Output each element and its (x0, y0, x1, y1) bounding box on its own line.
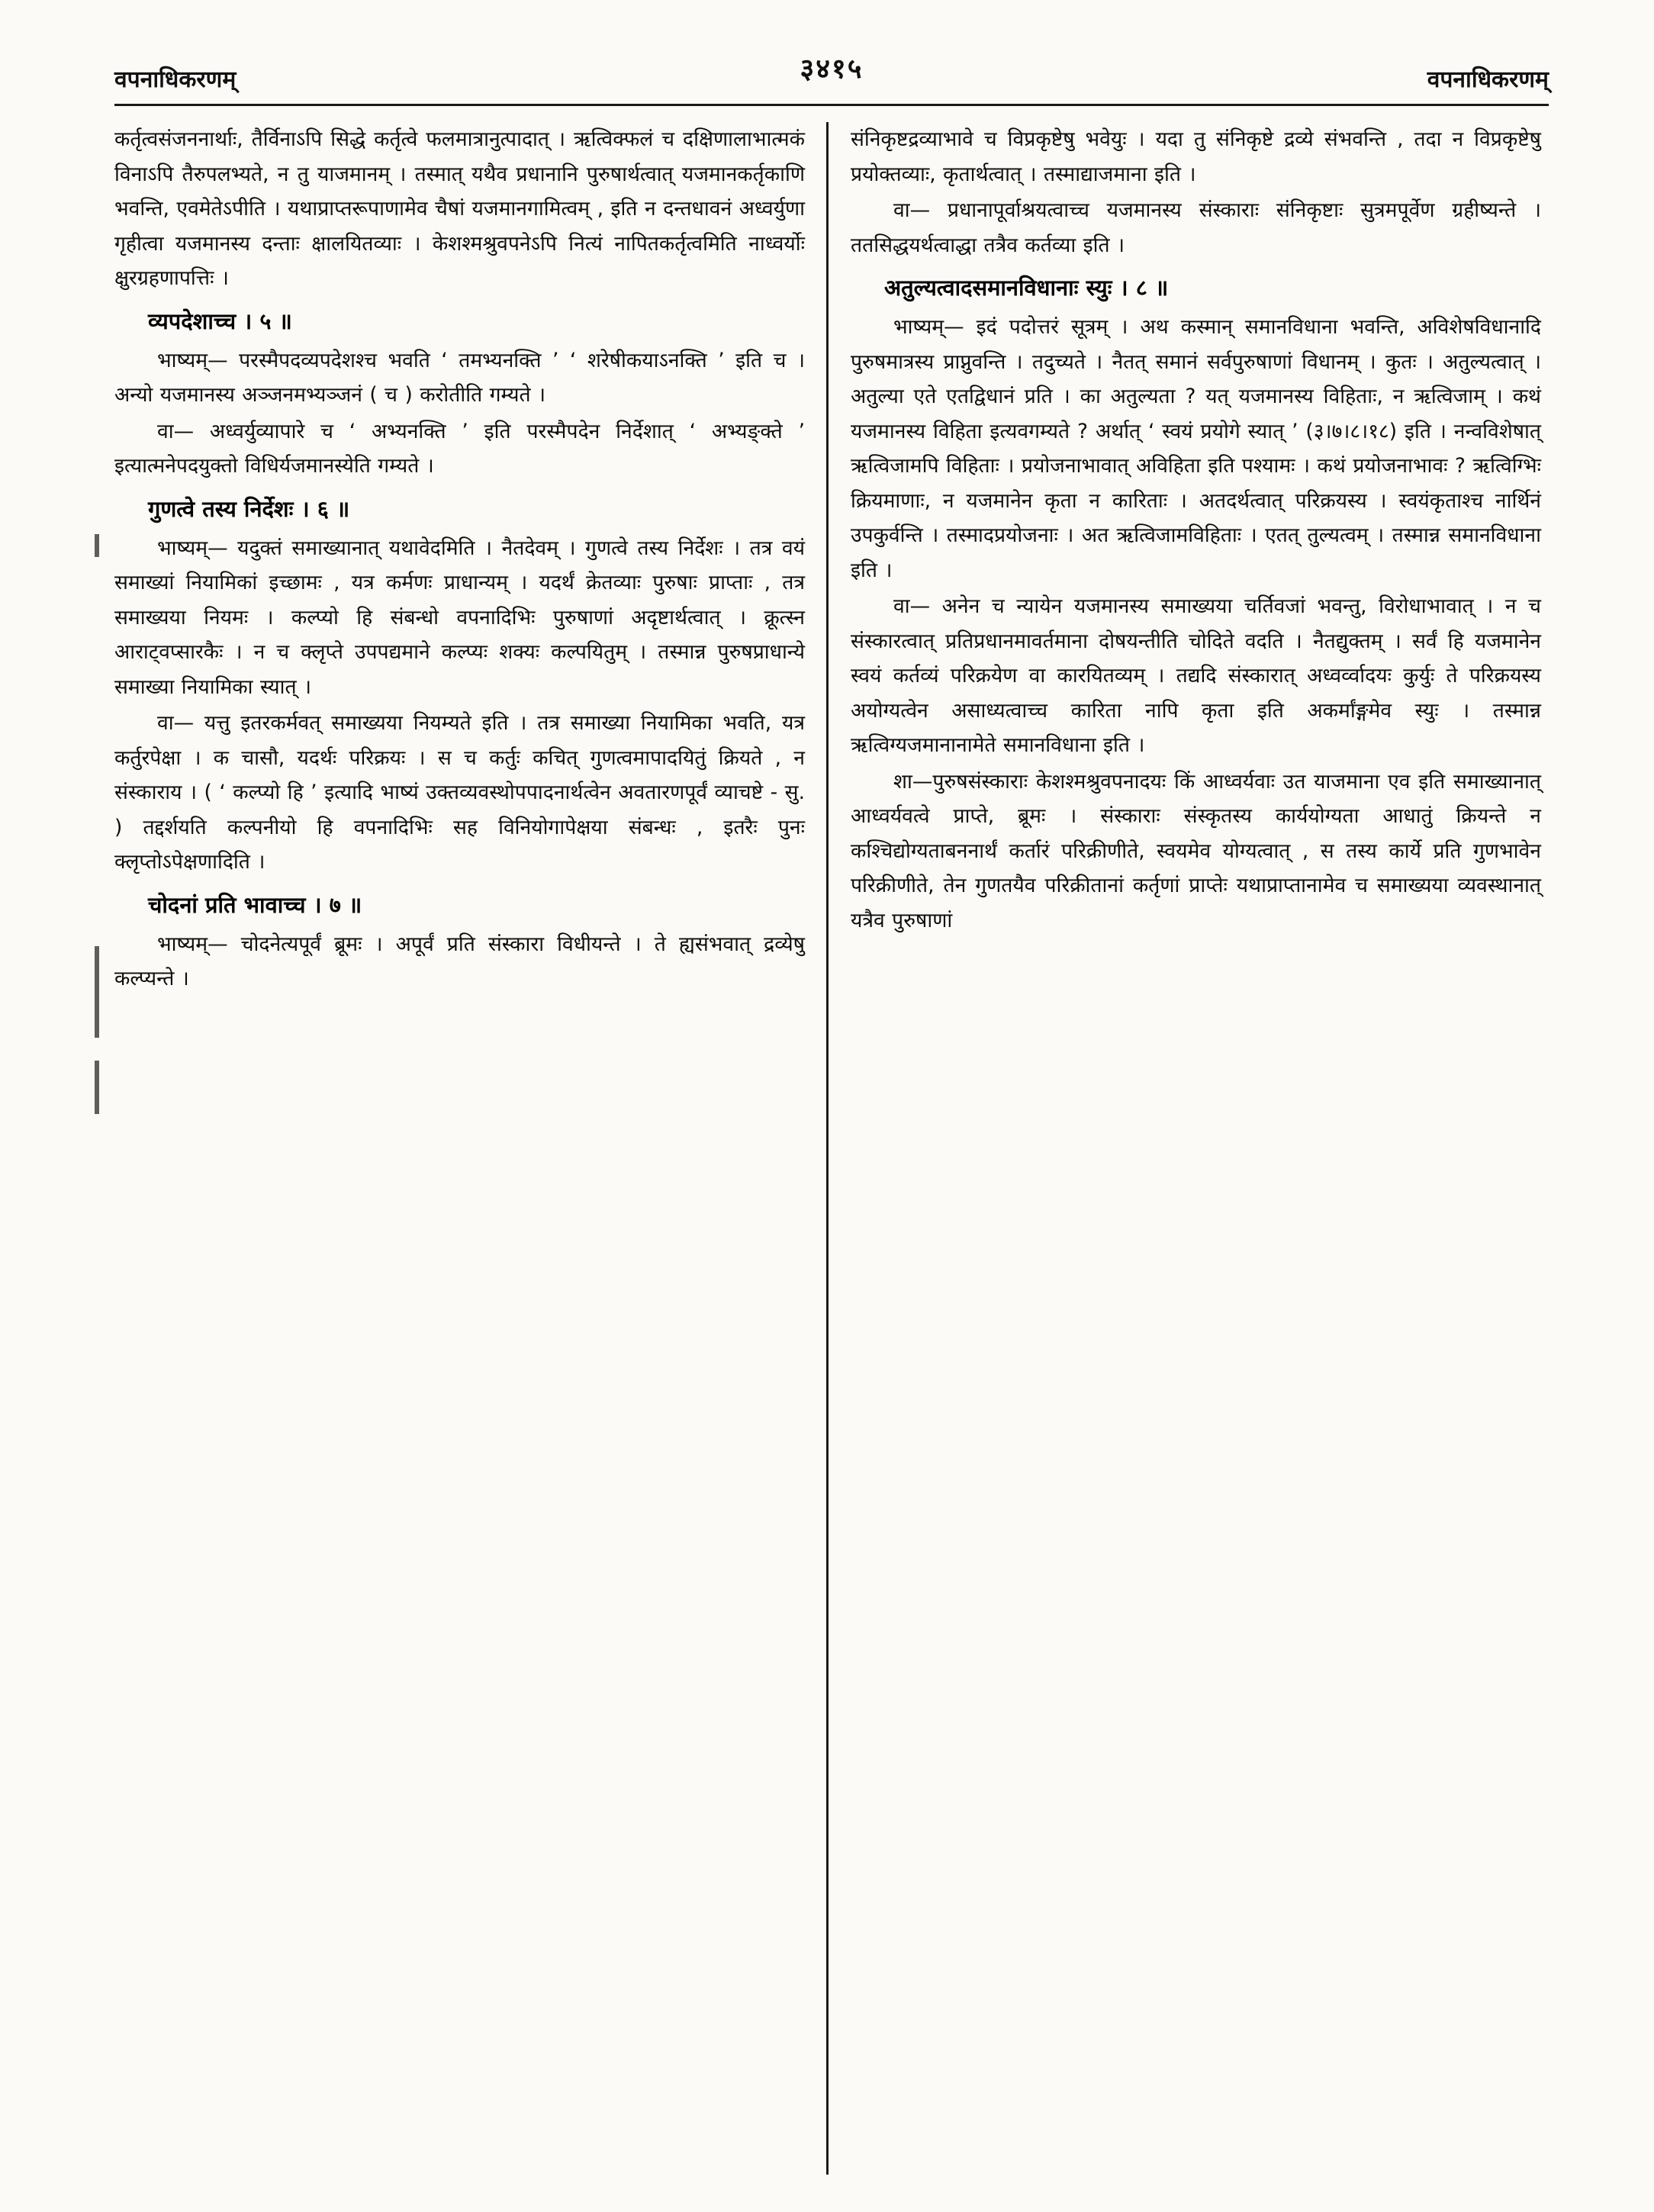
body-paragraph: भाष्यम्— यदुक्तं समाख्यानात् यथावेदमिति । नैतदेवम् । गुणत्वे तस्य निर्देशः । तत्र वयं समाख्यां नियामिकां इच्छामः , यत्र कर्मणः प्राधान्यम् । यदर्थं क्रेतव्याः पुरुषाः प्राप्ताः , तत्र समाख्यया नियमः । कल्प्यो हि संबन्धो वपनादिभिः पुरुषाणां अदृष्टार्थत्वात् । क्रूत्स्न आराट्वप्सारकैः । न च क्लृप्ते उपपद्यमाने कल्प्यः शक्यः कल्पयितुम् । तस्मान्न पुरुषप्राधान्ये समाख्या नियामिका स्यात् । (114, 536, 805, 699)
body-paragraph: भाष्यम्— चोदनेत्यपूर्वं ब्रूमः । अपूर्वं प्रति संस्कारा विधीयन्ते । ते ह्यसंभवात् द्रव्येषु कल्प्यन्ते । (114, 932, 805, 990)
margin-mark (95, 1061, 99, 1114)
running-head-right: वपनाधिकरणम् (1427, 66, 1549, 93)
body-paragraph: वा— यत्तु इतरकर्मवत् समाख्यया नियम्यते इति । तत्र समाख्या नियामिका भवति, यत्र कर्तुरपेक्षा । क चासौ, यदर्थः परिक्रयः । स च कर्तुः कचित् गुणत्वमापादयितुं क्रियते , न संस्काराय । ( ‘ कल्प्यो हि ’ इत्यादि भाष्यं उक्तव्यवस्थोपपादनार्थत्वेन अवतारणपूर्वं व्याचष्टे - सु. ) तद्दर्शयति कल्पनीयो हि वपनादिभिः सह विनियोगापेक्षया संबन्धः , इतरैः पुनः क्लृप्तोऽपेक्षणादिति । (114, 711, 805, 874)
body-paragraph: संनिकृष्टद्रव्याभावे च विप्रकृष्टेषु भवेयुः । यदा तु संनिकृष्टे द्रव्ये संभवन्ति , तदा न विप्रकृष्टेषु प्रयोक्तव्याः, कृतार्थत्वात् । तस्माद्याजमाना इति । (851, 127, 1541, 186)
body-paragraph: वा— अनेन च न्यायेन यजमानस्य समाख्यया चर्तिवजां भवन्तु, विरोधाभावात् । न च संस्कारत्वात् प्रतिप्रधानमावर्तमाना दोषयन्तीति चोदिते वदति । नैतद्युक्तम् । सर्वं हि यजमानेन स्वयं कर्तव्यं परिक्रयेण वा कारयितव्यम् । तद्यदि संस्कारात् अध्वर्व्वादयः कुर्युः ते परिक्रयस्य अयोग्यत्वेन असाध्यत्वाच्च कारिता नापि कृता इति अकर्मांङ्गमेव स्युः । तस्मान्न ऋत्विग्यजमानानामेते समानविधाना इति । (851, 594, 1541, 757)
sutra-line: गुणत्वे तस्य निर्देशः । ६ ॥ (148, 495, 350, 522)
right-column (826, 122, 1541, 2175)
body-paragraph: वा— अध्वर्युव्यापारे च ‘ अभ्यनक्ति ’ इति परस्मैपदेन निर्देशात् ‘ अभ्यङ्क्ते ’ इत्यात्मनेपदयुक्तो विधिर्यजमानस्येति गम्यते । (114, 419, 805, 478)
body-paragraph: भाष्यम्— इदं पदोत्तरं सूत्रम् । अथ कस्मान् समानविधाना भवन्ति, अविशेषविधानादि पुरुषमात्रस्य प्राप्नुवन्ति । तदुच्यते । नैतत् समानं सर्वपुरुषाणां विधानम् । कुतः । अतुल्यत्वात् । अतुल्या एते एतद्विधानं प्रति । का अतुल्यता ? यत् यजमानस्य विहिताः, न ऋत्विजाम् । कथं यजमानस्य विहिता इत्यवगम्यते ? अर्थात् ‘ स्वयं प्रयोगे स्यात् ’ (३।७।८।१८) इति । नन्वविशेषात् ऋत्विजामपि विहिताः । प्रयोजनाभावात् अविहिता इति पश्यामः । कथं प्रयोजनाभावः ? ऋत्विग्भिः क्रियमाणाः, न यजमानेन कृता न कारिताः । अतदर्थत्वात् परिक्रयस्य । स्वयंकृताश्च नार्थिनं उपकुर्वन्ति । तस्मादप्रयोजनाः । अत ऋत्विजामविहिताः । एतत् तुल्यत्वम् । तस्मान्न समानविधाना इति । (851, 315, 1541, 582)
left-column (114, 122, 826, 2175)
body-paragraph: भाष्यम्— परस्मैपदव्यपदेशश्च भवति ‘ तमभ्यनक्ति ’ ‘ शरेषीकयाऽनक्ति ’ इति च । अन्यो यजमानस्य अञ्जनमभ्यञ्जनं ( च ) करोतीति गम्यते । (114, 348, 805, 407)
body-paragraph: कर्तृत्वसंजननार्थाः, तैर्विनाऽपि सिद्धे कर्तृत्वे फलमात्रानुत्पादात् । ऋत्विक्फलं च दक्षिणालाभात्मकं विनाऽपि तैरुपलभ्यते, न तु याजमानम् । तस्मात् यथैव प्रधानानि पुरुषार्थत्वात् यजमानकर्तृकाणि भवन्ति, एवमेतेऽपीति । यथाप्राप्तरूपाणामेव चैषां यजमानगामित्वम् , इति न दन्तधावनं अध्वर्युणा गृहीत्वा यजमानस्य दन्ताः क्षालयितव्याः । केशश्मश्रुवपनेऽपि नित्यं नापितकर्तृत्वमिति नाध्वर्योः क्षुरग्रहणापत्तिः । (114, 127, 805, 290)
text-columns (114, 122, 1549, 2175)
running-head-left: वपनाधिकरणम् (114, 66, 237, 93)
body-paragraph: शा—पुरुषसंस्काराः केशश्मश्रुवपनादयः किं आध्वर्यवाः उत याजमाना एव इति समाख्यानात् आध्वर्यवत्वे प्राप्ते, ब्रूमः । संस्काराः संस्कृतस्य कार्ययोग्यता आधातुं क्रियन्ते न कश्चिद्योग्यताबननार्थं कर्तारं परिक्रीणीते, स्वयमेव योग्यत्वात् , स तस्य कार्ये प्रति गुणभावेन परिक्रीणीते, तेन गुणतयैव परिक्रीतानां कर्तृणां प्राप्तेः यथाप्राप्तानामेव च समाख्यया व्यवस्थानात् यत्रैव पुरुषाणां (851, 769, 1541, 932)
margin-mark (95, 946, 99, 1038)
sutra-line: अतुल्यत्वादसमानविधानाः स्युः । ८ ॥ (884, 275, 1169, 301)
body-paragraph: वा— प्रधानापूर्वाश्रयत्वाच्च यजमानस्य संस्काराः संनिकृष्टाः सुत्रमपूर्वेण ग्रहीष्यन्ते । ततसिद्धयर्थत्वाद्धा तत्रैव कर्तव्या इति । (851, 198, 1541, 257)
sutra-line: चोदनां प्रति भावाच्च । ७ ॥ (148, 891, 362, 918)
page-content (114, 46, 1549, 2175)
page-header (114, 46, 1549, 99)
sutra-line: व्यपदेशाच्च । ५ ॥ (148, 307, 292, 334)
margin-mark (95, 534, 99, 557)
header-rule (114, 104, 1549, 106)
page-number: ३४१५ (800, 53, 864, 85)
